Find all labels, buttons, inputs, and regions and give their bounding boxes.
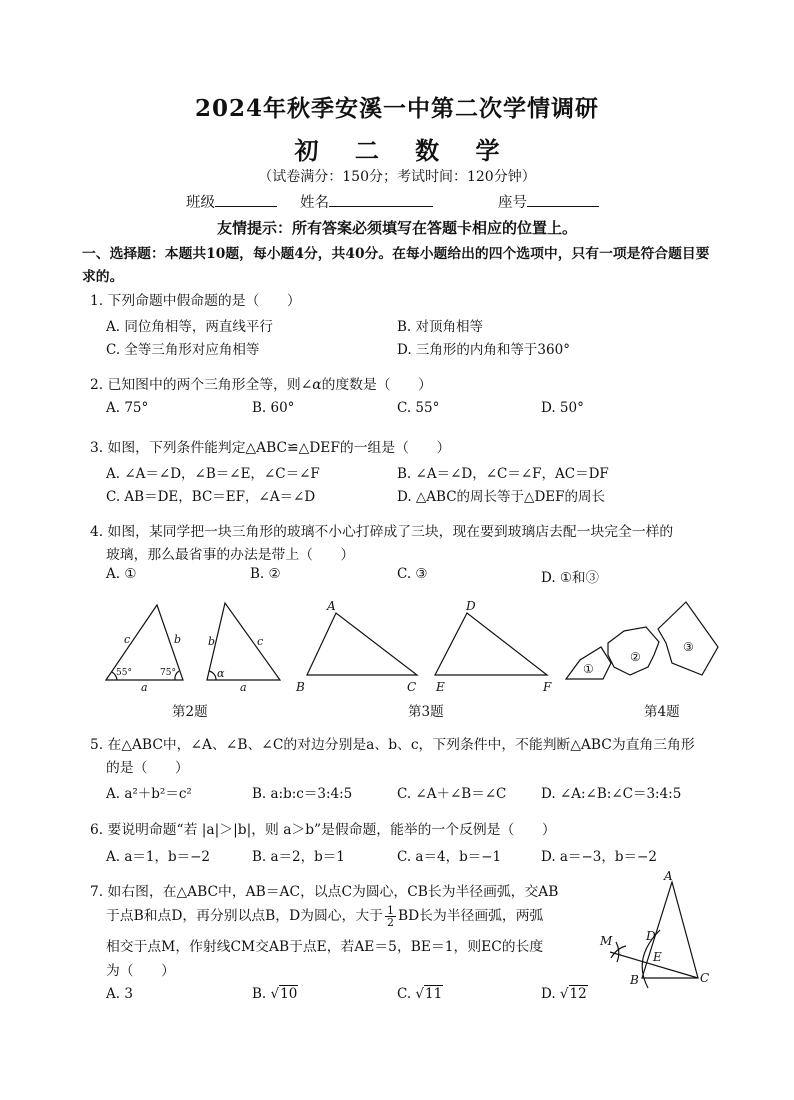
- q7-label-m: M: [600, 934, 613, 948]
- q4-option-d[interactable]: D. ①和③: [541, 570, 600, 586]
- q6-option-d[interactable]: D. a＝−3，b＝−2: [541, 849, 657, 865]
- fig2-r-angle-alpha: α: [217, 667, 225, 680]
- q5-stem-line1: 5. 在△ABC中，∠A、∠B、∠C的对边分别是a、b、c，下列条件中，不能判断△ABC为直角三角形: [90, 737, 695, 753]
- fig2-label-b: b: [174, 633, 182, 646]
- q5-stem-line2: 的是（ ）: [106, 760, 189, 776]
- fig3-triangle-def: [435, 613, 547, 675]
- q5-option-b[interactable]: B. a:b:c＝3:4:5: [252, 786, 353, 802]
- fig3-caption: 第3题: [408, 704, 444, 720]
- q2-stem: [90, 373, 432, 393]
- seat-field[interactable]: [498, 191, 599, 212]
- subject-char: 学: [475, 136, 500, 165]
- q5-option-c[interactable]: C. ∠A＋∠B＝∠C: [397, 786, 507, 802]
- q2-stem-part: 的度数是（ ）: [321, 377, 432, 393]
- seat-blank[interactable]: [527, 192, 599, 207]
- fig4-caption: 第4题: [644, 704, 680, 720]
- fig3-label-c: C: [407, 680, 417, 694]
- exam-title: 2024年秋季安溪一中第二次学情调研: [194, 95, 599, 122]
- q7-label-a: A: [664, 870, 673, 883]
- seat-label: 座号: [498, 195, 527, 211]
- q1-option-b[interactable]: B. 对顶角相等: [397, 319, 484, 335]
- q1-option-a[interactable]: A. 同位角相等，两直线平行: [106, 319, 273, 335]
- fig3-label-d: D: [466, 599, 476, 613]
- q1-option-c[interactable]: C. 全等三角形对应角相等: [106, 342, 260, 358]
- fig2-r-label-b: b: [208, 635, 216, 648]
- subject-char: 数: [415, 136, 440, 165]
- class-blank[interactable]: [215, 192, 277, 207]
- q7-label-c: C: [700, 971, 710, 985]
- subject-char: 二: [354, 136, 379, 165]
- fig2-label-c: c: [124, 633, 131, 646]
- q7-option-c[interactable]: [397, 986, 443, 1002]
- class-field[interactable]: [186, 191, 277, 212]
- q4-option-c[interactable]: C. ③: [397, 566, 428, 582]
- q6-option-a[interactable]: A. a＝1，b＝−2: [106, 849, 211, 865]
- class-label: 班级: [186, 195, 215, 211]
- q2-stem-part: 2. 已知图中的两个三角形全等，则∠: [90, 377, 313, 393]
- exam-info: （试卷满分：150分；考试时间：120分钟）: [258, 169, 536, 185]
- q7-line1: 7. 如右图，在△ABC中，AB＝AC，以点C为圆心，CB长为半径画弧，交AB: [90, 884, 559, 900]
- q5-option-d[interactable]: D. ∠A:∠B:∠C＝3:4:5: [541, 786, 682, 802]
- q3-option-d[interactable]: D. △ABC的周长等于△DEF的周长: [397, 489, 605, 505]
- section-heading: 一、选择题：本题共10题，每小题4分，共40分。在每小题给出的四个选项中，只有一项是符合题目要求的。: [82, 246, 710, 285]
- fraction-denominator: 2: [386, 916, 394, 929]
- fig4-piece-1-label: ①: [583, 662, 594, 676]
- q7-figure: [590, 870, 730, 995]
- fig3-label-a: A: [327, 599, 336, 613]
- q7-line2-part: BD长为半径画弧，两弧: [397, 908, 544, 924]
- q7-label-e: E: [653, 950, 662, 964]
- fig2-angle-75: 75°: [160, 668, 176, 678]
- figures-row: [0, 595, 794, 695]
- q4-stem-line1: 4. 如图，某同学把一块三角形的玻璃不小心打碎成了三块，现在要到玻璃店去配一块完全一样的: [90, 524, 674, 540]
- q2-option-d[interactable]: D. 50°: [541, 400, 584, 416]
- q7-option-b[interactable]: [252, 986, 298, 1002]
- fig3-label-b: B: [296, 680, 305, 694]
- q6-option-c[interactable]: C. a＝4，b＝−1: [397, 849, 502, 865]
- q2-stem-var: α: [312, 377, 322, 393]
- fig2-label-a: a: [141, 681, 148, 694]
- q7-line4: 为（ ）: [106, 963, 175, 979]
- radicand: 12: [569, 986, 587, 1002]
- q7-arc-from-d: [616, 942, 619, 962]
- option-prefix: C. √: [397, 986, 425, 1002]
- fig4-piece-3-label: ③: [683, 640, 694, 654]
- q2-option-a[interactable]: A. 75°: [106, 400, 149, 416]
- radicand: 10: [280, 986, 298, 1002]
- q7-label-b: B: [630, 973, 639, 987]
- fig2-caption: 第2题: [172, 704, 208, 720]
- name-field[interactable]: [300, 191, 433, 212]
- q3-stem: 3. 如图，下列条件能判定△ABC≌△DEF的一组是（ ）: [90, 440, 451, 456]
- fig3-label-e: E: [436, 680, 445, 694]
- q6-stem: 6. 要说明命题“若 |a|＞|b|，则 a＞b”是假命题，能举的一个反例是（ ）: [90, 822, 556, 838]
- option-prefix: B. √: [252, 986, 280, 1002]
- q4-stem-line2: 玻璃，那么最省事的办法是带上（ ）: [106, 547, 355, 563]
- q7-line3: 相交于点M，作射线CM交AB于点E，若AE＝5，BE＝1，则EC的长度: [106, 939, 544, 955]
- half-fraction: [385, 905, 396, 928]
- name-blank[interactable]: [329, 192, 433, 207]
- fig4-piece-3: [658, 602, 718, 675]
- q5-option-a[interactable]: A. a²＋b²＝c²: [106, 786, 192, 802]
- q7-option-d[interactable]: [541, 986, 588, 1002]
- fig4-piece-2-label: ②: [630, 650, 641, 664]
- q2-option-c[interactable]: C. 55°: [397, 400, 440, 416]
- subject-char: 初: [294, 136, 319, 165]
- q7-option-a[interactable]: A. 3: [106, 986, 133, 1002]
- q4-option-b[interactable]: B. ②: [250, 566, 281, 582]
- fig3-label-f: F: [543, 680, 552, 694]
- q7-line2-part: 于点B和点D，再分别以点B，D为圆心，大于: [106, 908, 383, 924]
- fig2-angle-arc-alpha: [209, 671, 216, 680]
- q2-option-b[interactable]: B. 60°: [252, 400, 295, 416]
- fig3-triangle-abc: [307, 613, 417, 675]
- fig2-r-label-c: c: [257, 635, 264, 648]
- friendly-tip: 友情提示：所有答案必须填写在答题卡相应的位置上。: [216, 219, 577, 237]
- q3-option-b[interactable]: B. ∠A＝∠D，∠C＝∠F，AC＝DF: [397, 466, 609, 482]
- fig2-r-label-a: a: [240, 681, 247, 694]
- q7-line2: [106, 904, 543, 928]
- q3-option-a[interactable]: A. ∠A＝∠D，∠B＝∠E，∠C＝∠F: [106, 466, 320, 482]
- q6-option-b[interactable]: B. a＝2，b＝1: [252, 849, 345, 865]
- q1-option-d[interactable]: D. 三角形的内角和等于360°: [397, 342, 570, 358]
- q4-option-a[interactable]: A. ①: [106, 566, 137, 582]
- fraction-numerator: 1: [386, 904, 394, 917]
- radicand: 11: [425, 986, 443, 1002]
- option-prefix: D. √: [541, 986, 569, 1002]
- fig2-angle-55: 55°: [116, 668, 132, 678]
- q3-option-c[interactable]: C. AB＝DE，BC＝EF，∠A＝∠D: [106, 489, 316, 505]
- subject-title: [0, 131, 794, 166]
- q7-label-d: D: [646, 929, 656, 943]
- name-label: 姓名: [300, 195, 329, 211]
- q1-stem: 1. 下列命题中假命题的是（ ）: [90, 293, 301, 309]
